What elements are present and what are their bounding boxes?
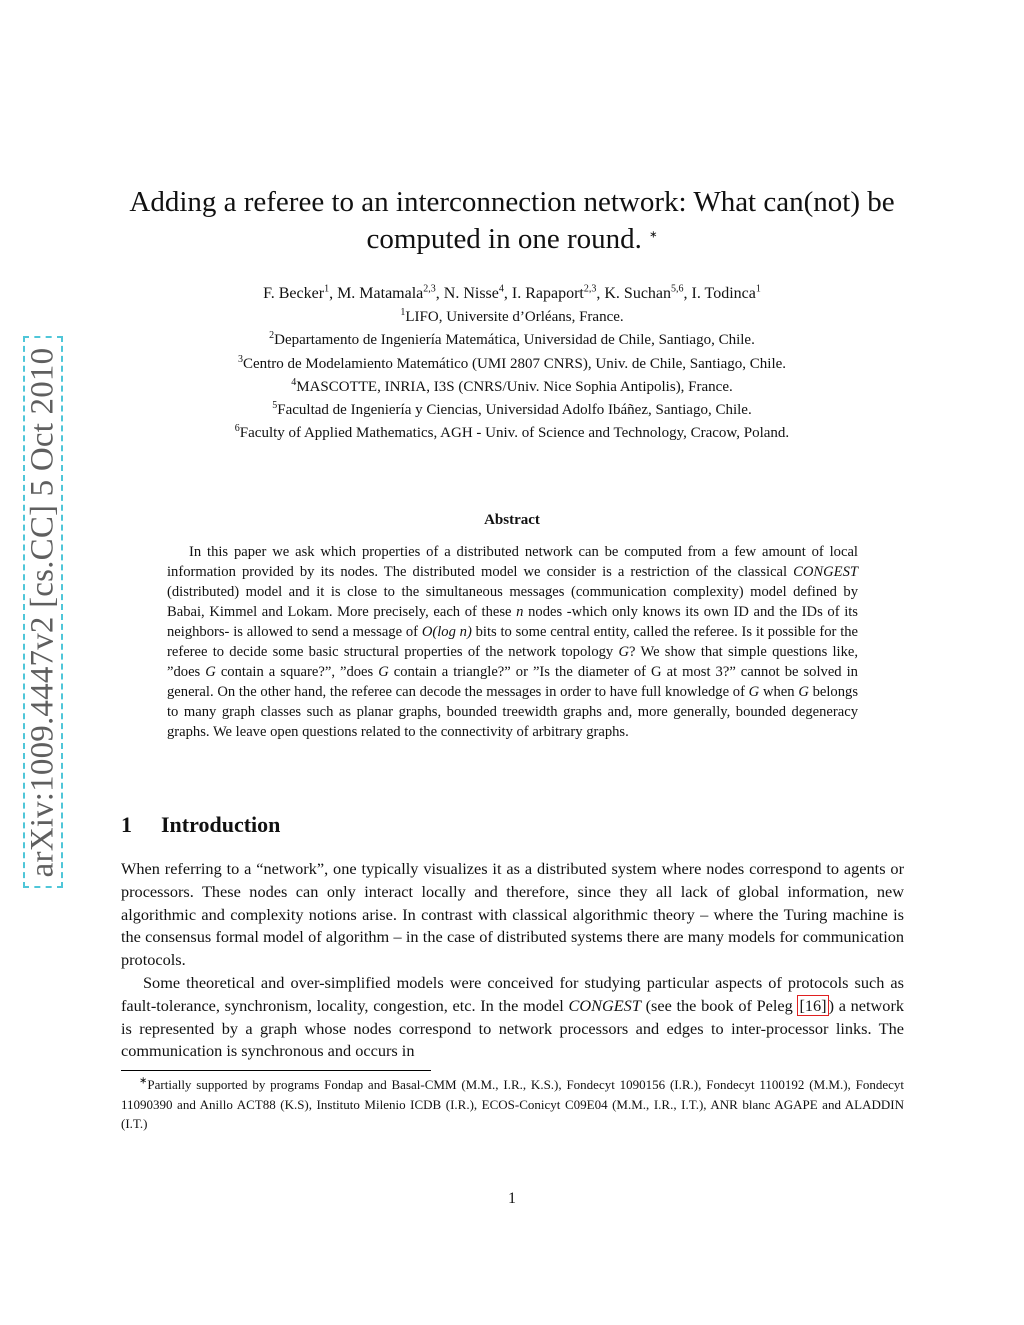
body-paragraph: When referring to a “network”, one typically visualizes it as a distributed system where nodes correspond to agents or processors. These nodes can only interact locally and therefore, since they all lack of global information, new algorithmic and complexity notions arise. In contrast with classical algorithmic theory – where the Turing machine is the consensus formal model of algorithm – in the case of distributed systems there are many models for communication protocols. (121, 859, 904, 970)
author-name: N. Nisse (443, 285, 499, 302)
affiliation-text: Faculty of Applied Mathematics, AGH - Univ. of Science and Technology, Cracow, Poland. (239, 425, 790, 442)
abstract-text-part: nodes -which only knows its own ID and the IDs of its neighbors- is allowed to send a message of (167, 604, 858, 640)
abstract-body (167, 542, 858, 742)
body-text-part: Some theoretical and over-simplified models were conceived for studying particular aspects of protocols such as fault-tolerance, synchronism, locality, congestion, etc. In the model (121, 972, 904, 1015)
title-footnote-mark: ∗ (649, 229, 658, 241)
author-name: K. Suchan (604, 285, 672, 302)
affiliation-item (110, 329, 914, 352)
abstract-text-part: bits to some central entity, called the referee. Is it possible for the referee to decide some basic structural properties of the network topology (167, 624, 859, 660)
abstract-text-part: contain a square?”, ”does (220, 664, 374, 680)
author-affiliation-mark: 2,3 (583, 283, 597, 295)
footnote-mark: ∗ (139, 1075, 148, 1087)
math-variable: G (378, 664, 389, 680)
abstract-text-part: contain a triangle?” or ”Is the diameter of G at most 3?” cannot be solved in general. On the other hand, the referee can decode the messages in order to have full knowledge of (167, 664, 858, 700)
math-variable: G (618, 644, 630, 660)
author-affiliation-mark: 2,3 (423, 283, 436, 295)
section-number: 1 (121, 812, 132, 837)
affiliation-text: Departamento de Ingeniería Matemática, Universidad de Chile, Santiago, Chile. (274, 332, 755, 349)
body-paragraph (121, 972, 904, 1063)
citation-link[interactable]: [16] (799, 995, 827, 1015)
author-affiliation-mark: 4 (498, 283, 504, 295)
author-name: I. Rapaport (511, 285, 584, 302)
affiliation-number: 2 (269, 330, 275, 342)
affiliation-number: 3 (237, 353, 243, 365)
math-variable: n (516, 604, 524, 620)
footnote-text: Partially supported by programs Fondap and Basal-CMM (M.M., I.R., K.S.), Fondecyt 1090156 (I.R.), Fondecyt 1100192 (M.M.), Fondecyt 11090390 and Anillo ACT88 (K.S), Instituto Milenio ICDB (I.R.), ECOS-Conicyt C09E04 (M.M., I.R., I.T.), ANR blanc AGAPE and ALADDIN (I.T.) (121, 1077, 904, 1131)
body-text-part: (see the book of Peleg (645, 995, 793, 1015)
title-line-1: Adding a referee to an interconnection network: What can(not) be (129, 186, 895, 218)
abstract-text-part: belongs to many graph classes such as planar graphs, bounded treewidth graphs and, more generally, bounded degeneracy graphs. We leave open questions related to the connectivity of arbitrary graphs. (167, 684, 858, 740)
affiliation-item (110, 399, 914, 422)
author-name: I. Todinca (691, 285, 756, 302)
section-heading (121, 812, 280, 838)
abstract-text-part: (distributed) model and it is close to the simultaneous messages (communication complexity) model defined by Babai, Kimmel and Lokam. More precisely, each of these (167, 584, 858, 620)
affiliation-number: 1 (400, 307, 406, 318)
affiliation-text: Facultad de Ingeniería y Ciencias, Universidad Adolfo Ibáñez, Santiago, Chile. (277, 402, 752, 419)
affiliation-number: 5 (272, 400, 278, 412)
math-expression: O(log n) (421, 624, 472, 640)
abstract-text-part: when (762, 684, 795, 700)
abstract-text-part: ? We show that simple questions like, ”does (167, 644, 859, 680)
affiliation-number: 4 (291, 376, 297, 388)
arxiv-identifier-text: arXiv:1009.4447v2 [cs.CC] 5 Oct 2010 (24, 347, 61, 877)
author-name: F. Becker (263, 285, 325, 302)
affiliation-text: LIFO, Universite d’Orléans, France. (405, 309, 624, 325)
author-list: F. Becker$^1$, M. Matamala$^{2,3}$, N. Nisse$^4$, I. Rapaport$^{2,3}$, K. Suchan$^{5,6}$, I. Todinca$^1$ (263, 283, 761, 302)
affiliation-item (110, 353, 914, 376)
body-text-part: ) a network is represented by a graph whose nodes correspond to network processors and edges to inter-processor links. The communication is synchronous and occurs in (121, 995, 905, 1061)
title-line-2: computed in one round. (366, 223, 642, 255)
paper-title (110, 184, 914, 258)
footnote (121, 1075, 904, 1134)
author-name: M. Matamala (337, 285, 424, 302)
math-variable: G (205, 664, 216, 680)
arxiv-identifier-stamp (23, 336, 63, 888)
affiliation-number: 6 (234, 423, 240, 435)
math-variable: G (798, 684, 809, 700)
author-affiliation-mark: 1 (755, 283, 761, 295)
congest-model-name: CONGEST (568, 995, 641, 1015)
author-affiliation-mark: 1 (324, 283, 330, 295)
section-title: Introduction (161, 812, 281, 837)
abstract-heading: Abstract (484, 512, 540, 528)
affiliation-text: MASCOTTE, INRIA, I3S (CNRS/Univ. Nice Sophia Antipolis), France. (296, 378, 733, 395)
abstract-text-part: In this paper we ask which properties of a distributed network can be computed from a few amount of local information provided by its nodes. The distributed model we consider is a restriction of the classical (167, 544, 858, 580)
page-number: 1 (508, 1190, 516, 1207)
affiliation-item (110, 422, 914, 445)
congest-model-name: CONGEST (793, 564, 858, 580)
affiliation-text: Centro de Modelamiento Matemático (UMI 2807 CNRS), Univ. de Chile, Santiago, Chile. (242, 355, 787, 372)
affiliation-item (110, 376, 914, 399)
affiliation-item (110, 306, 914, 329)
body-text (121, 858, 904, 1063)
affiliation-list (110, 306, 914, 446)
author-affiliation-mark: 5,6 (671, 283, 684, 295)
math-variable: G (748, 684, 760, 700)
footnote-separator (121, 1070, 431, 1071)
